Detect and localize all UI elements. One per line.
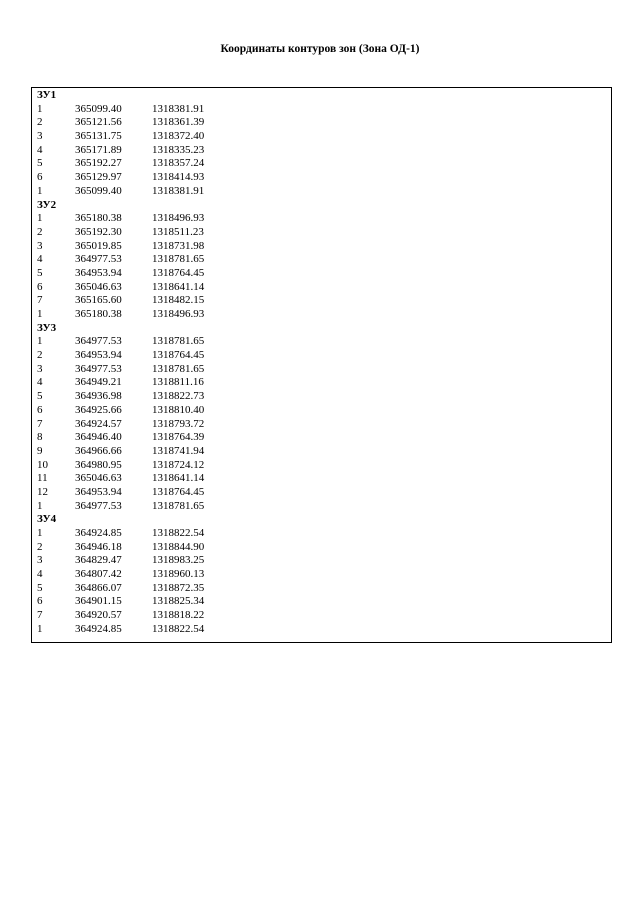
point-number: 2	[37, 540, 43, 553]
y-coordinate: 1318496.93	[152, 212, 205, 225]
y-coordinate: 1318825.34	[152, 595, 205, 608]
x-coordinate: 365046.63	[75, 280, 122, 293]
y-coordinate: 1318781.65	[152, 362, 205, 375]
x-coordinate: 364924.85	[75, 527, 122, 539]
coordinate-row	[32, 500, 611, 514]
y-coordinate: 1318641.14	[152, 472, 205, 485]
zone-title: ЗУ3	[37, 321, 57, 334]
coordinate-row	[32, 527, 611, 541]
y-coordinate: 1318381.91	[152, 102, 205, 115]
x-coordinate: 365099.40	[75, 184, 122, 197]
point-number: 8	[37, 431, 43, 444]
coordinate-row	[32, 418, 611, 432]
x-coordinate: 365099.40	[75, 102, 122, 115]
y-coordinate: 1318781.65	[152, 335, 205, 348]
point-number: 7	[37, 417, 43, 430]
coordinate-row	[32, 472, 611, 486]
y-coordinate: 1318482.15	[152, 294, 205, 307]
zone-title: ЗУ2	[37, 198, 57, 211]
zone-block	[32, 89, 611, 199]
point-number: 2	[37, 116, 43, 129]
zone-title: ЗУ4	[37, 513, 57, 526]
y-coordinate: 1318764.45	[152, 349, 205, 362]
coordinate-row	[32, 459, 611, 473]
x-coordinate: 365165.60	[75, 294, 122, 307]
y-coordinate: 1318741.94	[152, 444, 205, 457]
point-number: 4	[37, 376, 43, 389]
coordinate-row	[32, 130, 611, 144]
point-number: 1	[37, 622, 43, 635]
point-number: 6	[37, 280, 43, 293]
point-number: 5	[37, 390, 43, 403]
x-coordinate: 365180.38	[75, 308, 122, 320]
y-coordinate: 1318822.54	[152, 527, 205, 539]
y-coordinate: 1318496.93	[152, 308, 205, 320]
point-number: 10	[37, 458, 48, 471]
point-number: 1	[37, 184, 43, 197]
point-number: 6	[37, 171, 43, 184]
y-coordinate: 1318818.22	[152, 609, 205, 622]
coordinate-row	[32, 376, 611, 390]
y-coordinate: 1318872.35	[152, 581, 205, 594]
coordinate-row	[32, 281, 611, 295]
coordinate-row	[32, 404, 611, 418]
x-coordinate: 364977.53	[75, 253, 122, 266]
y-coordinate: 1318361.39	[152, 116, 205, 129]
point-number: 1	[37, 527, 43, 539]
point-number: 2	[37, 225, 43, 238]
y-coordinate: 1318781.65	[152, 253, 205, 266]
x-coordinate: 364925.66	[75, 403, 122, 416]
x-coordinate: 364977.53	[75, 362, 122, 375]
point-number: 7	[37, 609, 43, 622]
coordinate-row	[32, 554, 611, 568]
y-coordinate: 1318810.40	[152, 403, 205, 416]
coordinate-row	[32, 226, 611, 240]
coordinate-row	[32, 363, 611, 377]
coordinate-row	[32, 267, 611, 281]
x-coordinate: 364924.85	[75, 622, 122, 635]
y-coordinate: 1318724.12	[152, 458, 205, 471]
point-number: 3	[37, 554, 43, 567]
x-coordinate: 364807.42	[75, 568, 122, 581]
x-coordinate: 364953.94	[75, 485, 122, 498]
y-coordinate: 1318781.65	[152, 499, 205, 512]
y-coordinate: 1318764.45	[152, 485, 205, 498]
point-number: 5	[37, 157, 43, 170]
coordinate-row	[32, 445, 611, 459]
x-coordinate: 365131.75	[75, 130, 122, 143]
point-number: 6	[37, 595, 43, 608]
x-coordinate: 364866.07	[75, 581, 122, 594]
point-number: 1	[37, 308, 43, 320]
x-coordinate: 364977.53	[75, 335, 122, 348]
coordinate-row	[32, 335, 611, 349]
point-number: 4	[37, 143, 43, 156]
point-number: 4	[37, 568, 43, 581]
point-number: 4	[37, 253, 43, 266]
coordinate-row	[32, 294, 611, 308]
coordinate-row	[32, 541, 611, 555]
coordinate-row	[32, 144, 611, 158]
coordinate-row	[32, 240, 611, 254]
y-coordinate: 1318793.72	[152, 417, 205, 430]
y-coordinate: 1318983.25	[152, 554, 205, 567]
x-coordinate: 364953.94	[75, 349, 122, 362]
x-coordinate: 364920.57	[75, 609, 122, 622]
point-number: 9	[37, 444, 43, 457]
coordinate-row	[32, 609, 611, 623]
x-coordinate: 364980.95	[75, 458, 122, 471]
x-coordinate: 365192.30	[75, 225, 122, 238]
y-coordinate: 1318641.14	[152, 280, 205, 293]
zone-title: ЗУ1	[37, 89, 57, 101]
y-coordinate: 1318960.13	[152, 568, 205, 581]
y-coordinate: 1318381.91	[152, 184, 205, 197]
coordinate-row	[32, 185, 611, 199]
coordinate-row	[32, 103, 611, 117]
x-coordinate: 364829.47	[75, 554, 122, 567]
point-number: 6	[37, 403, 43, 416]
y-coordinate: 1318335.23	[152, 143, 205, 156]
point-number: 1	[37, 102, 43, 115]
coordinate-row	[32, 116, 611, 130]
zone-block	[32, 322, 611, 514]
coordinate-row	[32, 623, 611, 637]
point-number: 3	[37, 239, 43, 252]
y-coordinate: 1318731.98	[152, 239, 205, 252]
y-coordinate: 1318372.40	[152, 130, 205, 143]
coordinate-row	[32, 349, 611, 363]
x-coordinate: 365129.97	[75, 171, 122, 184]
coordinate-row	[32, 212, 611, 226]
point-number: 1	[37, 212, 43, 225]
point-number: 1	[37, 335, 43, 348]
point-number: 1	[37, 499, 43, 512]
coordinate-row	[32, 431, 611, 445]
x-coordinate: 365192.27	[75, 157, 122, 170]
coordinate-row	[32, 486, 611, 500]
y-coordinate: 1318822.73	[152, 390, 205, 403]
point-number: 3	[37, 130, 43, 143]
y-coordinate: 1318764.39	[152, 431, 205, 444]
y-coordinate: 1318511.23	[152, 225, 204, 238]
x-coordinate: 365171.89	[75, 143, 122, 156]
coordinate-row	[32, 171, 611, 185]
x-coordinate: 365046.63	[75, 472, 122, 485]
x-coordinate: 364953.94	[75, 266, 122, 279]
coordinate-row	[32, 595, 611, 609]
y-coordinate: 1318844.90	[152, 540, 205, 553]
point-number: 12	[37, 485, 48, 498]
coordinate-row	[32, 582, 611, 596]
x-coordinate: 364924.57	[75, 417, 122, 430]
x-coordinate: 364936.98	[75, 390, 122, 403]
x-coordinate: 365180.38	[75, 212, 122, 225]
coordinate-row	[32, 157, 611, 171]
y-coordinate: 1318811.16	[152, 376, 204, 389]
point-number: 7	[37, 294, 43, 307]
coordinate-row	[32, 308, 611, 322]
y-coordinate: 1318414.93	[152, 171, 205, 184]
coordinate-row	[32, 390, 611, 404]
point-number: 5	[37, 581, 43, 594]
point-number: 11	[37, 472, 48, 485]
coordinate-row	[32, 568, 611, 582]
point-number: 3	[37, 362, 43, 375]
x-coordinate: 364946.40	[75, 431, 122, 444]
y-coordinate: 1318764.45	[152, 266, 205, 279]
y-coordinate: 1318357.24	[152, 157, 205, 170]
coordinate-row	[32, 253, 611, 267]
point-number: 2	[37, 349, 43, 362]
x-coordinate: 364949.21	[75, 376, 122, 389]
point-number: 5	[37, 266, 43, 279]
x-coordinate: 364977.53	[75, 499, 122, 512]
x-coordinate: 364901.15	[75, 595, 122, 608]
zone-block	[32, 199, 611, 322]
zone-block	[32, 513, 611, 636]
x-coordinate: 364946.18	[75, 540, 122, 553]
page-title: Координаты контуров зон (Зона ОД-1)	[220, 43, 420, 55]
x-coordinate: 365019.85	[75, 239, 122, 252]
y-coordinate: 1318822.54	[152, 622, 205, 635]
coordinates-table	[31, 87, 612, 643]
x-coordinate: 365121.56	[75, 116, 122, 129]
x-coordinate: 364966.66	[75, 444, 122, 457]
